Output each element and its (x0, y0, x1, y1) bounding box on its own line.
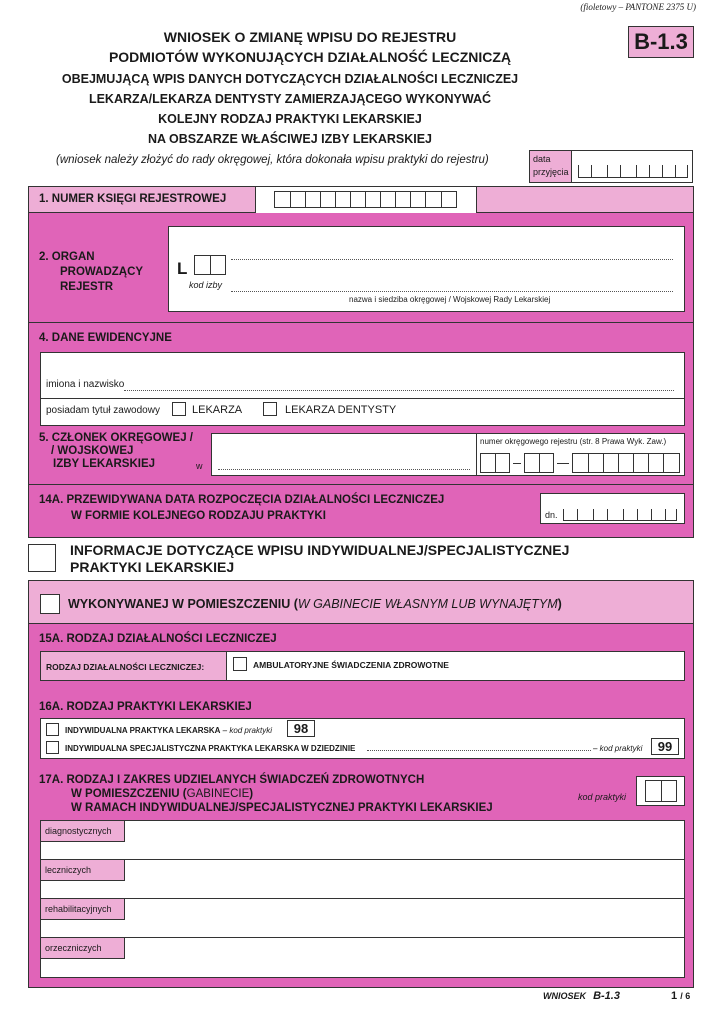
section-16a-label: 16A. RODZAJ PRAKTYKI LEKARSKIEJ (39, 701, 252, 713)
date-label-line: przyjęcia (533, 167, 569, 177)
page-current: 1 (671, 990, 678, 1002)
l-prefix: L (177, 259, 188, 278)
doctor-option-label: LEKARZA (192, 404, 243, 416)
label-line: 17A. RODZAJ I ZAKRES UDZIELANYCH ŚWIADCZEŃ ZDROWOTNYCH (39, 774, 425, 786)
service-code-label: kod praktyki (578, 792, 627, 802)
info-section-checkbox[interactable] (28, 544, 56, 572)
service-row[interactable] (41, 938, 684, 977)
service-row-label: orzeczniczych (41, 938, 125, 959)
title-line: WNIOSEK O ZMIANĘ WPISU DO REJESTRU (163, 29, 457, 45)
section-1-label: 1. NUMER KSIĘGI REJESTROWEJ (39, 193, 227, 205)
opt1-label: INDYWIDUALNA PRAKTYKA LEKARSKA (65, 726, 221, 735)
chamber-membership-input[interactable] (218, 460, 470, 470)
label-line: 14A. PRZEWIDYWANA DATA ROZPOCZĘCIA DZIAŁALNOŚCI LECZNICZEJ (39, 494, 445, 506)
opt1-code-label: – kod praktyki (222, 726, 272, 735)
activity-type-box (40, 651, 685, 681)
section-5-label (39, 432, 193, 471)
label-line (39, 787, 493, 801)
names-label: imiona i nazwisko (46, 379, 125, 390)
service-row-label: diagnostycznych (41, 821, 125, 842)
specialty-field-input[interactable] (367, 743, 591, 751)
section-4-label: 4. DANE EWIDENCYJNE (39, 332, 172, 344)
label-line: W RAMACH INDYWIDUALNEJ/SPECJALISTYCZNEJ PRAKTYKI LEKARSKIEJ (71, 802, 493, 814)
chamber-name-line-1[interactable] (231, 250, 673, 260)
page-total: / 6 (680, 991, 691, 1001)
professional-title-label: posiadam tytuł zawodowy (46, 405, 160, 416)
names-input[interactable] (124, 381, 674, 391)
chamber-membership-box (211, 433, 685, 476)
section-2-label (39, 250, 143, 295)
opt2-code-label: – kod praktyki (593, 744, 643, 753)
label-part: GABINECIE (186, 788, 250, 800)
footer-form-id (543, 990, 620, 1002)
activity-type-label: RODZAJ DZIAŁALNOŚCI LECZNICZEJ: (41, 652, 227, 680)
services-table (40, 820, 685, 978)
individual-practice-code: 98 (287, 720, 315, 737)
label-line: PROWADZĄCY (60, 266, 144, 278)
heading-line: INFORMACJE DOTYCZĄCE WPISU INDYWIDUALNEJ/SPECJALISTYCZNEJ (70, 542, 570, 558)
section-17a-label (39, 773, 493, 815)
form-code-box: B-1.3 (628, 26, 694, 58)
premises-label-italic: W GABINECIE WŁASNYM LUB WYNAJĘTYM (297, 597, 558, 611)
service-row[interactable] (41, 821, 684, 860)
premises-label-main: WYKONYWANEJ W POMIESZCZENIU ( (68, 597, 298, 611)
doctor-checkbox[interactable] (172, 402, 186, 416)
registry-number-input[interactable] (480, 453, 682, 473)
start-date-box (540, 493, 685, 524)
personal-data-box (40, 352, 685, 426)
form-title (10, 27, 610, 67)
dentist-option-label: LEKARZA DENTYSTY (285, 404, 397, 416)
label-line: 5. CZŁONEK OKRĘGOWEJ / (39, 432, 193, 444)
label-line: W FORMIE KOLEJNEGO RODZAJU PRAKTYKI (71, 510, 326, 522)
chamber-code-label: kod izby (189, 280, 223, 290)
title-line: PODMIOTÓW WYKONUJĄCYCH DZIAŁALNOŚĆ LECZNICZĄ (108, 49, 512, 65)
chamber-name-line-2[interactable] (231, 282, 673, 292)
date-received-box (529, 150, 693, 183)
register-organ-box (168, 226, 685, 312)
info-section-heading (70, 542, 569, 576)
specialist-practice-checkbox[interactable] (46, 741, 59, 754)
chamber-name-caption: nazwa i siedziba okręgowej / Wojskowej Rady Lekarskiej (349, 295, 551, 304)
label-line: REJESTR (60, 281, 114, 293)
day-label: dn. (545, 510, 558, 520)
label-line: / WOJSKOWEJ (51, 445, 134, 457)
label-part: ) (249, 788, 254, 800)
premises-checkbox[interactable] (40, 594, 60, 614)
individual-practice-label (65, 726, 272, 735)
date-received-cells[interactable] (578, 165, 688, 178)
heading-line: PRAKTYKI LEKARSKIEJ (70, 559, 235, 575)
page-number (671, 990, 690, 1002)
date-received-label (530, 151, 572, 182)
chamber-code-input[interactable] (194, 255, 226, 275)
footer-form-word: WNIOSEK (543, 991, 587, 1001)
submission-note: (wniosek należy złożyć do rady okręgowej, która dokonała wpisu praktyki do rejestru) (56, 154, 489, 166)
specialist-practice-label: INDYWIDUALNA SPECJALISTYCZNA PRAKTYKA LEKARSKA W DZIEDZINIE (65, 744, 356, 753)
individual-practice-checkbox[interactable] (46, 723, 59, 736)
title-line: NA OBSZARZE WŁAŚCIWEJ IZBY LEKARSKIEJ (147, 132, 433, 146)
service-row[interactable] (41, 860, 684, 899)
practice-type-box (40, 718, 685, 759)
date-label-line: data (533, 154, 551, 164)
in-label: w (196, 461, 203, 471)
section-15a-label: 15A. RODZAJ DZIAŁALNOŚCI LECZNICZEJ (39, 633, 277, 645)
premises-label-end: ) (557, 597, 562, 611)
label-line: IZBY LEKARSKIEJ (53, 458, 156, 470)
premises-label (68, 597, 562, 611)
service-row-label: rehabilitacyjnych (41, 899, 125, 920)
specialist-practice-code: 99 (651, 738, 679, 755)
section-14a-label (39, 492, 444, 524)
title-line: KOLEJNY RODZAJ PRAKTYKI LEKARSKIEJ (158, 112, 422, 126)
label-line: 2. ORGAN (39, 251, 95, 263)
service-code-box[interactable] (636, 776, 685, 806)
label-part: W POMIESZCZENIU ( (71, 788, 187, 800)
title-line: LEKARZA/LEKARZA DENTYSTY ZAMIERZAJĄCEGO WYKONYWAĆ (88, 92, 492, 106)
color-note: (fioletowy – PANTONE 2375 U) (580, 2, 696, 12)
title-line: OBEJMUJĄCĄ WPIS DANYCH DOTYCZĄCYCH DZIAŁALNOŚCI LECZNICZEJ (61, 72, 519, 86)
form-subtitle (10, 69, 570, 149)
ambulatory-option-label: AMBULATORYJNE ŚWIADCZENIA ZDROWOTNE (253, 660, 449, 670)
registry-number-label: numer okręgowego rejestru (str. 8 Prawa Wyk. Zaw.) (480, 437, 667, 446)
start-date-input[interactable] (563, 509, 677, 521)
service-row[interactable] (41, 899, 684, 938)
service-row-label: leczniczych (41, 860, 125, 881)
footer-form-code: B-1.3 (593, 990, 620, 1002)
dentist-checkbox[interactable] (263, 402, 277, 416)
ambulatory-checkbox[interactable] (233, 657, 247, 671)
register-number-input[interactable] (255, 187, 477, 213)
